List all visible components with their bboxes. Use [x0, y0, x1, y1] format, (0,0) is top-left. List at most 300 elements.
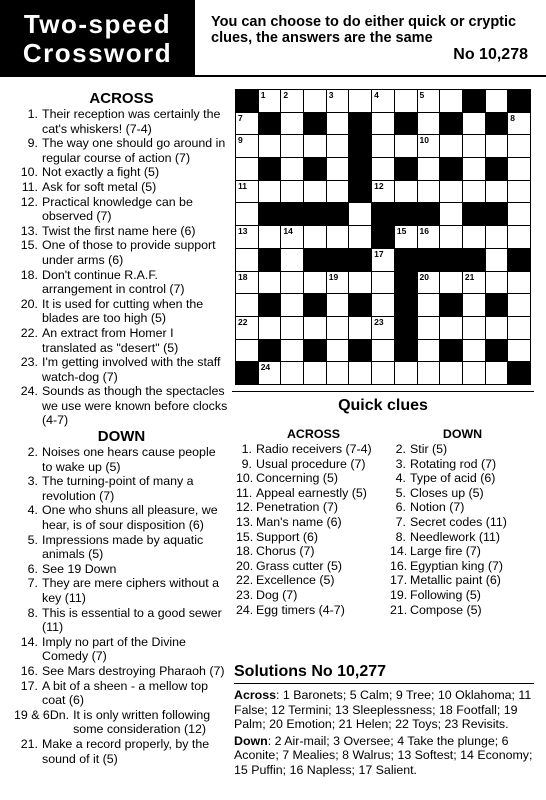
- grid-cell[interactable]: [327, 294, 349, 316]
- grid-cell[interactable]: [349, 90, 371, 112]
- clue-text: Ask for soft metal (5): [42, 179, 157, 194]
- cell-number: 15: [396, 226, 407, 237]
- grid-cell[interactable]: [236, 340, 258, 362]
- grid-block: [508, 362, 530, 384]
- clue-item: [390, 442, 535, 457]
- grid-block: [236, 362, 258, 384]
- clue-number: 22.: [236, 573, 254, 588]
- cell-number: 6: [464, 90, 470, 100]
- grid-cell[interactable]: [440, 317, 462, 339]
- grid-cell[interactable]: [508, 181, 530, 203]
- grid-cell[interactable]: [372, 158, 394, 180]
- grid-cell[interactable]: [463, 181, 485, 203]
- cell-number: 24: [260, 362, 271, 373]
- grid-cell[interactable]: [327, 226, 349, 248]
- grid-cell[interactable]: [440, 90, 462, 112]
- grid-cell[interactable]: [372, 135, 394, 157]
- clue-text: Not exactly a fight (5): [42, 165, 160, 180]
- grid-block: [486, 203, 508, 225]
- grid-cell[interactable]: [259, 135, 281, 157]
- clue-text: Chorus (7): [256, 544, 315, 559]
- grid-cell[interactable]: [327, 362, 349, 384]
- solutions-across: [234, 688, 534, 732]
- clue-item: [390, 559, 535, 574]
- grid-cell[interactable]: [236, 158, 258, 180]
- clue-item: [236, 471, 391, 486]
- cell-number: 9: [238, 135, 243, 146]
- clue-item: [14, 384, 229, 428]
- grid-cell[interactable]: [327, 272, 349, 294]
- solutions-across-text: : 1 Baronets; 5 Calm; 9 Tree; 10 Oklahoma; 11 False; 12 Termini; 13 Sleeplessness; 18 Footfall; 19 Palm; 20 Emotion; 21 Helen; 22 Toys; 23 Revisits.: [234, 688, 532, 732]
- grid-block: [508, 249, 530, 271]
- grid-cell[interactable]: [486, 272, 508, 294]
- grid-block: [418, 249, 440, 271]
- grid-cell[interactable]: [463, 158, 485, 180]
- grid-cell[interactable]: [372, 249, 394, 271]
- clue-item: [14, 635, 229, 664]
- clue-item: [236, 457, 391, 472]
- grid-cell[interactable]: [372, 340, 394, 362]
- clue-item: [14, 224, 229, 239]
- grid-cell[interactable]: [236, 294, 258, 316]
- grid-cell[interactable]: [418, 272, 440, 294]
- clue-item: [236, 486, 391, 501]
- cell-number: 11: [238, 180, 247, 191]
- grid-block: [395, 203, 417, 225]
- cell-number: 2: [283, 90, 289, 100]
- clue-item: [14, 737, 229, 766]
- grid-block: [395, 294, 417, 316]
- clue-item: [390, 603, 535, 618]
- cryptic-across-heading: ACROSS: [89, 90, 154, 107]
- grid-cell[interactable]: [418, 158, 440, 180]
- clue-item: [236, 442, 391, 457]
- clue-item: [236, 559, 391, 574]
- grid-cell[interactable]: [486, 181, 508, 203]
- grid-cell[interactable]: [372, 362, 394, 384]
- grid-block: [395, 340, 417, 362]
- grid-cell[interactable]: [281, 135, 303, 157]
- grid-block: [395, 317, 417, 339]
- grid-block: [463, 203, 485, 225]
- clue-item: [236, 515, 391, 530]
- grid-cell[interactable]: [486, 317, 508, 339]
- grid-cell[interactable]: [349, 226, 371, 248]
- grid-cell[interactable]: [395, 226, 417, 248]
- grid-block: [418, 203, 440, 225]
- grid-cell[interactable]: [236, 249, 258, 271]
- clue-text: Noises one hears cause people to wake up (5): [42, 445, 216, 474]
- clue-text: One of those to provide support under arms (6): [42, 238, 216, 267]
- clue-text: Support (6): [256, 529, 318, 544]
- clue-number: 20.: [20, 296, 38, 311]
- grid-cell[interactable]: [327, 181, 349, 203]
- grid-block: [440, 340, 462, 362]
- grid-cell[interactable]: [304, 226, 326, 248]
- clue-number: 1.: [27, 107, 38, 121]
- grid-cell[interactable]: [281, 362, 303, 384]
- grid-cell[interactable]: [395, 90, 417, 112]
- solutions-down-text: : 2 Air-mail; 3 Oversee; 4 Take the plunge; 6 Aconite; 7 Mealies; 8 Walrus; 13 Softest; 14 Economy; 15 Puffin; 16 Napless; 17 Salient.: [234, 733, 533, 777]
- grid-cell[interactable]: [418, 340, 440, 362]
- clue-item: [236, 603, 391, 618]
- clue-item: [14, 533, 229, 562]
- grid-cell[interactable]: [418, 113, 440, 135]
- grid-cell[interactable]: [372, 181, 394, 203]
- grid-cell[interactable]: [418, 226, 440, 248]
- clue-item: [14, 355, 229, 384]
- cell-number: 23: [374, 316, 384, 327]
- grid-block: [349, 340, 371, 362]
- clue-number: 3.: [27, 474, 38, 489]
- grid-cell[interactable]: [327, 317, 349, 339]
- clue-text: Stir (5): [410, 442, 448, 456]
- grid-cell[interactable]: [259, 90, 281, 112]
- clue-item: [390, 486, 535, 501]
- clue-item: [390, 471, 535, 486]
- grid-block: [259, 203, 281, 225]
- clue-text: Compose (5): [410, 602, 482, 617]
- grid-cell[interactable]: [281, 317, 303, 339]
- clue-text: Appeal earnestly (5): [256, 485, 367, 500]
- grid-cell[interactable]: [259, 226, 281, 248]
- grid-block: [327, 249, 349, 271]
- grid-block: [395, 249, 417, 271]
- clue-text: Impressions made by aquatic animals (5): [42, 532, 204, 562]
- clue-text: Following (5): [410, 587, 481, 602]
- title-line-1: Two-speed: [23, 8, 172, 39]
- grid-cell[interactable]: [508, 340, 530, 362]
- divider: [232, 391, 534, 392]
- grid-block: [440, 294, 462, 316]
- grid-cell[interactable]: [236, 113, 258, 135]
- grid-cell[interactable]: [304, 317, 326, 339]
- clue-item: [14, 679, 229, 708]
- cell-number: 13: [238, 226, 248, 237]
- grid-block: [259, 249, 281, 271]
- cell-number: 5: [419, 90, 425, 100]
- grid-cell[interactable]: [327, 158, 349, 180]
- grid-cell[interactable]: [236, 272, 258, 294]
- clue-item: [14, 107, 229, 136]
- grid-cell[interactable]: [281, 113, 303, 135]
- clue-text: Egg timers (4-7): [256, 602, 345, 617]
- grid-cell[interactable]: [372, 317, 394, 339]
- grid-cell[interactable]: [327, 113, 349, 135]
- grid-cell[interactable]: [418, 90, 440, 112]
- clue-text: Metallic paint (6): [410, 573, 501, 588]
- cryptic-clues: [14, 90, 229, 766]
- grid-block: [304, 113, 326, 135]
- clue-item: [14, 238, 229, 267]
- clue-text: I'm getting involved with the staff watch-dog (7): [42, 355, 221, 384]
- grid-block: [395, 113, 417, 135]
- grid-block: [349, 158, 371, 180]
- clue-text: Don't continue R.A.F. arrangement in control (7): [42, 267, 185, 297]
- quick-across-heading: ACROSS: [286, 427, 340, 441]
- grid-cell[interactable]: [418, 135, 440, 157]
- clue-number: 4.: [27, 503, 38, 518]
- clue-number: 9.: [27, 136, 38, 151]
- grid-cell[interactable]: [259, 272, 281, 294]
- grid-cell[interactable]: [463, 113, 485, 135]
- grid-cell[interactable]: [327, 90, 349, 112]
- clue-item: [14, 562, 229, 577]
- clue-text: Dog (7): [256, 587, 298, 602]
- grid-cell[interactable]: [304, 272, 326, 294]
- crossword-grid: [235, 89, 531, 385]
- grid-cell[interactable]: [486, 226, 508, 248]
- clue-number: 17.: [390, 573, 408, 588]
- grid-cell[interactable]: [349, 203, 371, 225]
- clue-item: [390, 515, 535, 530]
- cell-number: 18: [238, 271, 248, 282]
- clue-text: Concerning (5): [256, 471, 338, 486]
- solutions: [234, 663, 534, 780]
- grid-cell[interactable]: [508, 226, 530, 248]
- cell-number: 10: [419, 135, 429, 146]
- grid-cell[interactable]: [440, 362, 462, 384]
- grid-block: [372, 226, 394, 248]
- clue-item: [390, 500, 535, 515]
- grid-cell[interactable]: [463, 340, 485, 362]
- grid-cell[interactable]: [372, 90, 394, 112]
- clue-number: 24.: [236, 602, 254, 617]
- cryptic-across-list: [14, 107, 229, 428]
- clue-number: 19.: [390, 587, 408, 602]
- grid-cell[interactable]: [508, 317, 530, 339]
- clue-text: The way one should go around in regular course of action (7): [42, 136, 226, 165]
- quick-down-column: [390, 427, 535, 617]
- clue-number: 21.: [390, 602, 408, 617]
- clue-text: This is essential to a good sewer (11): [42, 605, 222, 635]
- grid-cell[interactable]: [395, 135, 417, 157]
- clue-text: See Mars destroying Pharaoh (7): [42, 663, 225, 678]
- grid-cell[interactable]: [304, 181, 326, 203]
- clue-text: Twist the first name here (6): [42, 223, 196, 238]
- grid-cell[interactable]: [486, 362, 508, 384]
- clue-number: 10.: [20, 165, 38, 180]
- grid-cell[interactable]: [372, 272, 394, 294]
- grid-cell[interactable]: [486, 249, 508, 271]
- clue-number: 8.: [27, 605, 38, 620]
- clue-number: 24.: [20, 384, 38, 399]
- grid-cell[interactable]: [508, 113, 530, 135]
- solutions-down-label: Down: [234, 733, 268, 748]
- clue-item: [236, 500, 391, 515]
- grid-cell[interactable]: [463, 272, 485, 294]
- grid-block: [327, 203, 349, 225]
- grid-block: [440, 113, 462, 135]
- clue-number: 6.: [27, 561, 38, 576]
- clue-item: [14, 576, 229, 605]
- grid-cell[interactable]: [418, 362, 440, 384]
- grid-cell[interactable]: [236, 317, 258, 339]
- grid-cell[interactable]: [327, 135, 349, 157]
- clue-number: 12.: [20, 194, 38, 209]
- grid-block: [259, 113, 281, 135]
- clue-item: [14, 297, 229, 326]
- clue-text: It is used for cutting when the blades are too high (5): [42, 296, 204, 326]
- clue-number: 2.: [27, 445, 38, 460]
- grid-cell[interactable]: [418, 294, 440, 316]
- cell-number: 20: [419, 271, 429, 282]
- clue-number: 3.: [395, 456, 406, 471]
- grid-cell[interactable]: [508, 294, 530, 316]
- grid-cell[interactable]: [372, 113, 394, 135]
- clue-text: Man's name (6): [256, 514, 342, 529]
- grid-cell[interactable]: [236, 181, 258, 203]
- clue-item: [14, 606, 229, 635]
- grid-cell[interactable]: [304, 362, 326, 384]
- clue-item: [236, 530, 391, 545]
- grid-block: [463, 249, 485, 271]
- grid-block: [486, 340, 508, 362]
- solutions-down: [234, 734, 534, 778]
- clue-number: 23.: [20, 355, 38, 370]
- grid-cell[interactable]: [463, 362, 485, 384]
- grid-cell[interactable]: [259, 317, 281, 339]
- grid-cell[interactable]: [440, 181, 462, 203]
- grid-cell[interactable]: [395, 362, 417, 384]
- grid-cell[interactable]: [349, 272, 371, 294]
- clue-number: 10.: [236, 471, 254, 486]
- clue-number: 15.: [20, 238, 38, 253]
- grid-cell[interactable]: [395, 181, 417, 203]
- grid-cell[interactable]: [281, 181, 303, 203]
- clue-text: They are mere ciphers without a key (11): [42, 576, 219, 605]
- grid-cell[interactable]: [281, 340, 303, 362]
- grid-cell[interactable]: [508, 272, 530, 294]
- clue-item: [236, 544, 391, 559]
- clue-number: 5.: [395, 485, 406, 500]
- grid-cell[interactable]: [281, 226, 303, 248]
- clue-item: [14, 136, 229, 165]
- grid-cell[interactable]: [440, 135, 462, 157]
- clue-number: 20.: [236, 558, 254, 573]
- clue-item: [390, 588, 535, 603]
- clue-text: It is only written following some consideration (12): [73, 707, 211, 737]
- title-box: [0, 0, 195, 77]
- quick-across-list: [236, 442, 391, 617]
- clue-item: [14, 503, 229, 532]
- grid-block: [349, 113, 371, 135]
- grid-cell[interactable]: [349, 362, 371, 384]
- clue-text: Usual procedure (7): [256, 456, 366, 471]
- clue-item: [390, 457, 535, 472]
- intro-text: You can choose to do either quick or cryptic clues, the answers are the same: [211, 14, 517, 46]
- grid-block: [463, 90, 485, 112]
- grid-block: [304, 340, 326, 362]
- clue-item: [14, 445, 229, 474]
- grid-cell[interactable]: [281, 90, 303, 112]
- clue-item: [390, 544, 535, 559]
- cell-number: 19: [328, 271, 339, 282]
- grid-cell[interactable]: [372, 294, 394, 316]
- clue-text: Secret codes (11): [410, 514, 507, 529]
- clue-number: 18.: [20, 267, 38, 282]
- grid-cell[interactable]: [281, 294, 303, 316]
- grid-cell[interactable]: [259, 362, 281, 384]
- grid-block: [349, 294, 371, 316]
- grid-cell[interactable]: [281, 158, 303, 180]
- grid-cell[interactable]: [508, 135, 530, 157]
- grid-block: [304, 203, 326, 225]
- grid-block: [440, 249, 462, 271]
- clue-text: Large fire (7): [410, 544, 481, 559]
- grid-block: [349, 249, 371, 271]
- grid-cell[interactable]: [463, 226, 485, 248]
- clue-item: [236, 588, 391, 603]
- grid-cell[interactable]: [486, 135, 508, 157]
- clue-number: 16.: [390, 558, 408, 573]
- cell-number: 7: [238, 112, 243, 123]
- clue-text: Make a record properly, by the sound of it (5): [42, 736, 210, 766]
- cell-number: 21: [464, 271, 475, 282]
- solutions-across-label: Across: [234, 688, 277, 702]
- cell-number: 1: [260, 90, 266, 100]
- grid-cell[interactable]: [236, 135, 258, 157]
- grid-cell[interactable]: [236, 226, 258, 248]
- clue-item: [14, 474, 229, 503]
- grid-cell[interactable]: [486, 90, 508, 112]
- grid-cell[interactable]: [440, 272, 462, 294]
- grid-cell[interactable]: [304, 90, 326, 112]
- grid-cell[interactable]: [508, 203, 530, 225]
- clue-text: Sounds as though the spectacles we use were known before clocks (4-7): [42, 384, 228, 428]
- grid-cell[interactable]: [440, 203, 462, 225]
- cell-number: 22: [238, 316, 248, 327]
- grid-block: [349, 181, 371, 203]
- title-line-2: Crossword: [22, 37, 173, 68]
- grid-cell[interactable]: [418, 317, 440, 339]
- grid-cell[interactable]: [463, 135, 485, 157]
- grid-cell[interactable]: [440, 226, 462, 248]
- clue-text: Penetration (7): [256, 500, 338, 515]
- clue-item: [14, 708, 229, 737]
- quick-down-list: [390, 442, 535, 617]
- grid-cell[interactable]: [463, 294, 485, 316]
- grid-cell[interactable]: [349, 317, 371, 339]
- grid-block: [259, 158, 281, 180]
- grid-cell[interactable]: [327, 340, 349, 362]
- clue-item: [14, 165, 229, 180]
- cell-number: 8: [510, 112, 516, 123]
- grid-cell[interactable]: [236, 203, 258, 225]
- grid-cell[interactable]: [259, 181, 281, 203]
- clue-number: 7.: [395, 514, 406, 529]
- clue-number: 16.: [20, 663, 38, 678]
- grid-cell[interactable]: [418, 181, 440, 203]
- clue-number: 14.: [20, 634, 38, 649]
- clue-item: [14, 180, 229, 195]
- grid-cell[interactable]: [304, 135, 326, 157]
- grid-block: [259, 294, 281, 316]
- grid-cell[interactable]: [463, 317, 485, 339]
- clue-item: [14, 664, 229, 679]
- quick-down-heading: DOWN: [442, 427, 483, 441]
- grid-cell[interactable]: [508, 158, 530, 180]
- clue-text: The turning-point of many a revolution (7): [42, 474, 194, 503]
- grid-block: [372, 203, 394, 225]
- clue-item: [390, 530, 535, 545]
- grid-cell[interactable]: [281, 249, 303, 271]
- clue-number: 15.: [236, 529, 254, 544]
- cell-number: 17: [374, 248, 384, 259]
- grid-cell[interactable]: [281, 272, 303, 294]
- clue-text: A bit of a sheen - a mellow top coat (6): [42, 678, 208, 708]
- clue-number: 2.: [395, 442, 406, 456]
